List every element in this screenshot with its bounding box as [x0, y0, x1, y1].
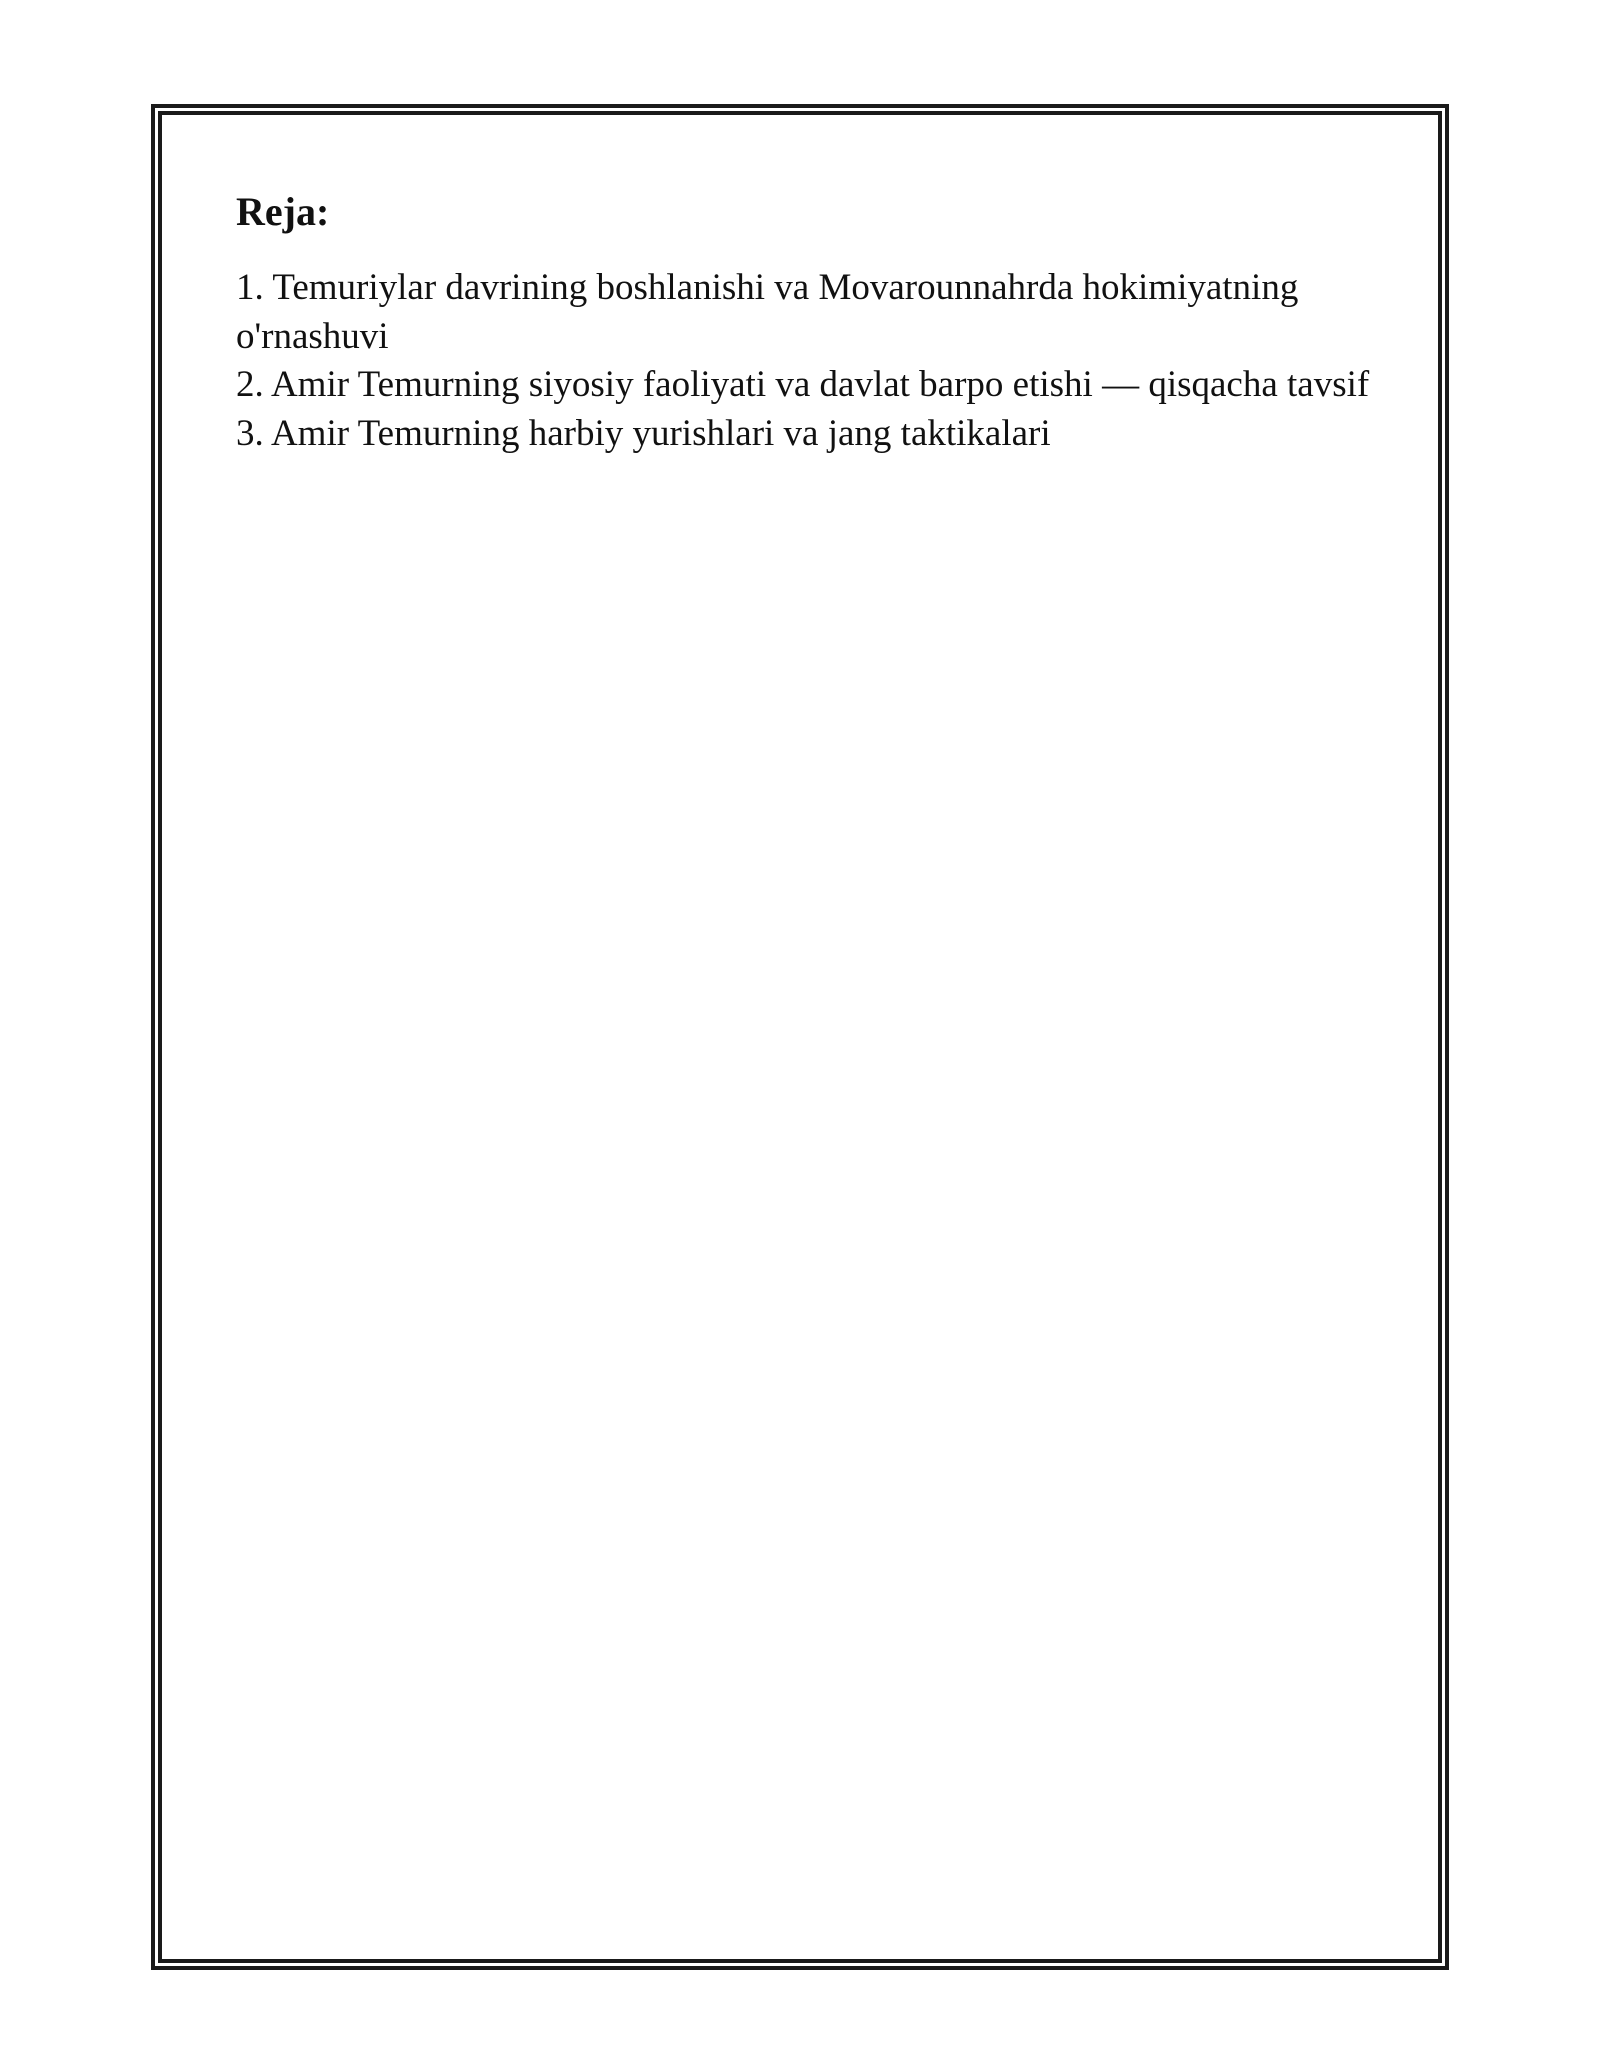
document-body [236, 186, 1376, 458]
plan-item-1: 1. Temuriylar davrining boshlanishi va Movarounnahrda hokimiyatning o'rnashuvi [236, 267, 1299, 357]
plan-item-2: 2. Amir Temurning siyosiy faoliyati va davlat barpo etishi — qisqacha tavsif [236, 364, 1370, 405]
plan-item-3: 3. Amir Temurning harbiy yurishlari va jang taktikalari [236, 412, 1051, 454]
plan-heading: Reja: [236, 189, 330, 234]
plan-list [236, 264, 1376, 458]
